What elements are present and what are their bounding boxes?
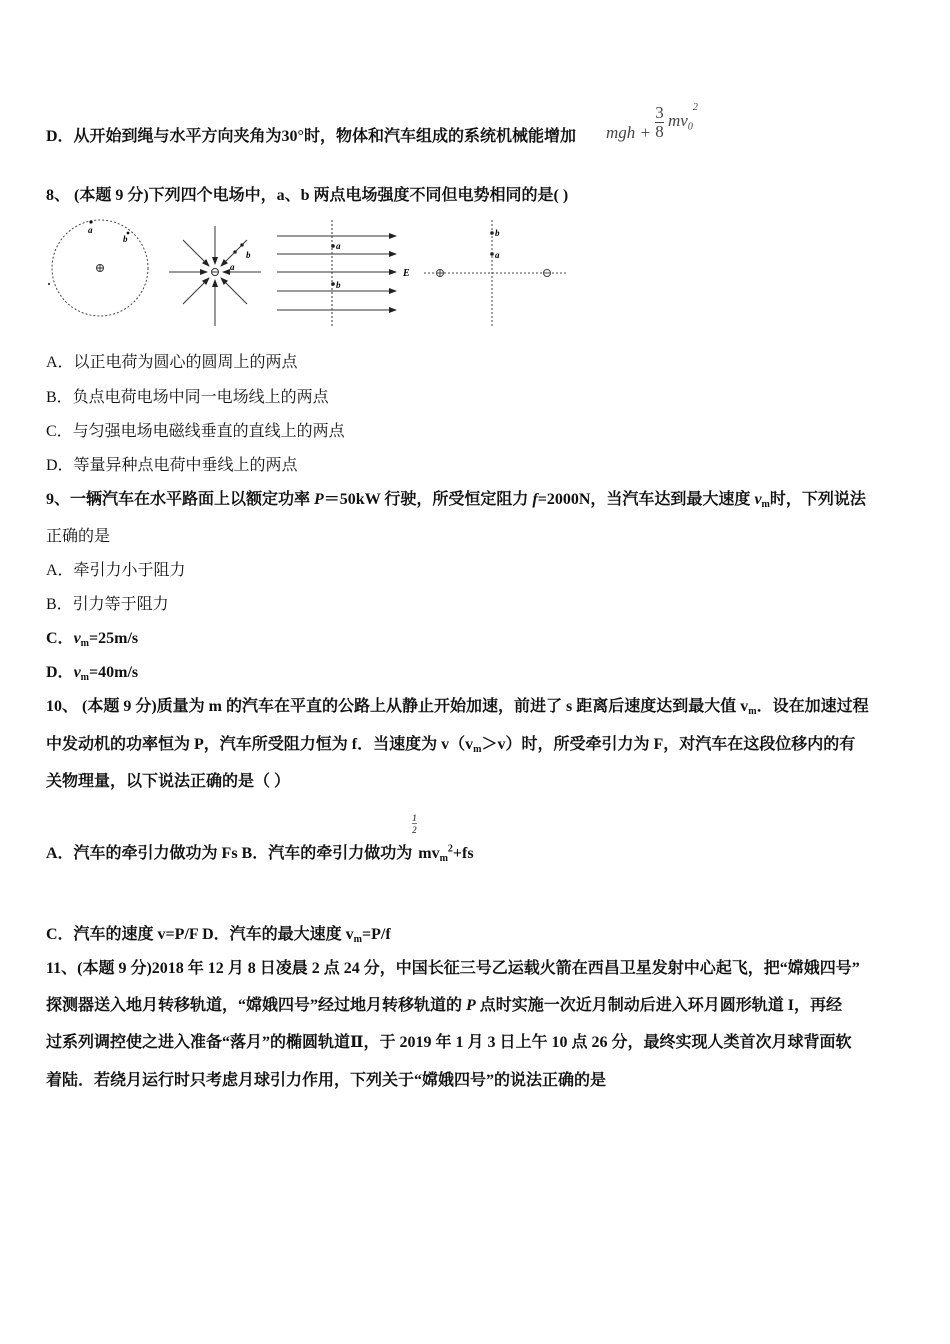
q11-stem-line1: 11、(本题 9 分)2018 年 12 月 8 日凌晨 2 点 24 分，中国长征三号乙运载火箭在西昌卫星发射中心起飞，把“嫦娥四号” bbox=[46, 960, 860, 977]
sub-m: m bbox=[761, 499, 770, 510]
t: 探测器送入地月转移轨道，“嫦娥四号”经过地月转移轨道的 bbox=[46, 997, 467, 1014]
formula-post: mv bbox=[668, 111, 688, 131]
q9-stem-line1 bbox=[46, 490, 866, 515]
field-uniform bbox=[277, 220, 396, 328]
var-v: v bbox=[754, 491, 762, 508]
label-b: b bbox=[495, 228, 500, 238]
q8-option-a[interactable]: A．以正电荷为圆心的圆周上的两点 bbox=[46, 354, 298, 371]
fraction-den: 8 bbox=[655, 122, 664, 141]
t: C． bbox=[46, 630, 74, 647]
t: =P/f bbox=[361, 926, 391, 943]
t: 10、 (本题 9 分)质量为 m 的汽车在平直的公路上从静止开始加速，前进了 s 距离后速度达到最大值 v bbox=[46, 698, 749, 715]
t: mv bbox=[418, 845, 440, 862]
t: C．汽车的速度 v=P/F D．汽车的最大速度 v bbox=[46, 926, 354, 943]
fraction-num: 3 bbox=[655, 103, 664, 122]
sub-m: m bbox=[80, 672, 90, 683]
label-b: b bbox=[336, 280, 341, 290]
t: +fs bbox=[452, 845, 474, 862]
t: 时，下列说法 bbox=[769, 491, 866, 508]
sup-2: 2 bbox=[447, 843, 453, 855]
label-a: a bbox=[495, 250, 500, 260]
sub-m: m bbox=[473, 744, 482, 755]
q10-options-cd[interactable] bbox=[46, 925, 391, 950]
t: 中发动机的功率恒为 P，汽车所受阻力恒为 f．当速度为 v（v bbox=[46, 736, 474, 753]
var-p: P bbox=[466, 997, 476, 1014]
q8-option-d[interactable]: D．等量异种点电荷中垂线上的两点 bbox=[46, 457, 298, 474]
formula-fraction bbox=[655, 104, 664, 141]
q9-option-b[interactable]: B．引力等于阻力 bbox=[46, 596, 169, 613]
t: =2000N，当汽车达到最大速度 bbox=[537, 491, 755, 508]
var-v: v bbox=[73, 630, 81, 647]
q7-formula bbox=[606, 101, 698, 143]
q9-option-c[interactable] bbox=[46, 629, 138, 654]
t: ＝50kW 行驶，所受恒定阻力 bbox=[323, 491, 533, 508]
fraction-num: 1 bbox=[412, 813, 417, 823]
field-negative-charge bbox=[169, 226, 261, 326]
q7-option-d-text: D．从开始到绳与水平方向夹角为30°时，物体和汽车组成的系统机械能增加 bbox=[46, 128, 576, 145]
q11-stem-line2 bbox=[46, 996, 842, 1016]
t: ＞v）时，所受牵引力为 F，对汽车在这段位移内的有 bbox=[481, 736, 856, 753]
sub-m: m bbox=[353, 934, 362, 945]
q10-stem-line3: 关物理量，以下说法正确的是（ ） bbox=[46, 773, 291, 790]
var-p: P bbox=[314, 491, 324, 508]
q9-option-d[interactable] bbox=[46, 663, 138, 688]
fraction-den: 2 bbox=[412, 825, 417, 835]
t: ．设在加速过程 bbox=[756, 698, 869, 715]
t: D． bbox=[46, 664, 74, 681]
t: =40m/s bbox=[89, 664, 139, 681]
formula-sub: 0 bbox=[687, 121, 693, 133]
sub-m: m bbox=[439, 853, 448, 864]
t: A．汽车的牵引力做功为 Fs B．汽车的牵引力做功为 bbox=[46, 845, 413, 862]
q10-stem-line2 bbox=[46, 735, 855, 760]
formula-pre: mgh + bbox=[606, 123, 656, 143]
q8-stem: 8、 (本题 9 分)下列四个电场中，a、b 两点电场强度不同但电势相同的是( ) bbox=[46, 187, 569, 204]
sub-m: m bbox=[748, 706, 757, 717]
q10-options-ab[interactable] bbox=[46, 813, 474, 869]
q8-option-c[interactable]: C．与匀强电场电磁线垂直的直线上的两点 bbox=[46, 423, 345, 440]
q10-stem-line1 bbox=[46, 697, 869, 722]
formula-sup: 2 bbox=[692, 101, 698, 113]
label-b: b bbox=[246, 250, 251, 260]
t: 点时实施一次近月制动后进入环月圆形轨道 I，再经 bbox=[475, 997, 843, 1014]
label-a: a bbox=[88, 225, 93, 235]
q8-option-b[interactable]: B．负点电荷电场中同一电场线上的两点 bbox=[46, 389, 329, 406]
q9-option-a[interactable]: A．牵引力小于阻力 bbox=[46, 562, 186, 579]
t: =25m/s bbox=[89, 630, 139, 647]
q8-electric-field-figure bbox=[44, 218, 574, 330]
q11-stem-line4: 着陆．若绕月运行时只考虑月球引力作用，下列关于“嫦娥四号”的说法正确的是 bbox=[46, 1072, 607, 1089]
var-v: v bbox=[73, 664, 81, 681]
label-b: b bbox=[123, 234, 128, 244]
fraction-half bbox=[412, 813, 418, 858]
t: 9、一辆汽车在水平路面上以额定功率 bbox=[46, 491, 315, 508]
q11-stem-line3: 过系列调控使之进入准备“落月”的椭圆轨道Ⅱ，于 2019 年 1 月 3 日上午 10 点 26 分，最终实现人类首次月球背面软 bbox=[46, 1034, 852, 1051]
label-E: E bbox=[403, 268, 410, 279]
q7-option-d bbox=[46, 127, 576, 147]
label-a: a bbox=[230, 262, 235, 272]
label-a: a bbox=[336, 241, 341, 251]
var-f: f bbox=[532, 491, 538, 508]
field-positive-charge-circle bbox=[48, 220, 148, 316]
q9-stem-line2: 正确的是 bbox=[46, 528, 111, 545]
sub-m: m bbox=[80, 638, 90, 649]
